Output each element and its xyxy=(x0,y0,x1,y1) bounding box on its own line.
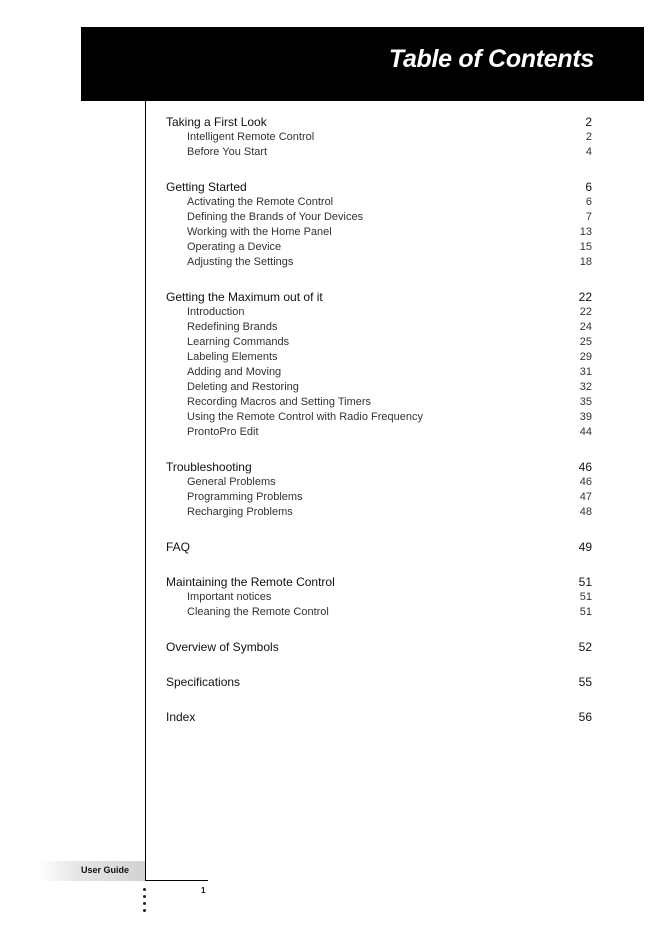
toc-entry-title: Activating the Remote Control xyxy=(187,196,334,208)
toc-entry-title: Recharging Problems xyxy=(187,506,293,518)
toc-chapter-title: Index xyxy=(166,710,196,724)
vertical-rule xyxy=(145,101,146,881)
toc-entry-page: 22 xyxy=(579,306,592,318)
toc-entry-title: General Problems xyxy=(187,476,276,488)
toc-chapter-title: Maintaining the Remote Control xyxy=(166,575,335,589)
toc-entry-title: Deleting and Restoring xyxy=(187,381,299,393)
toc-entry[interactable] xyxy=(166,605,592,620)
dot-column xyxy=(143,888,147,916)
dot-icon xyxy=(143,902,146,905)
toc-chapter-page: 51 xyxy=(578,575,592,589)
toc-entry-page: 24 xyxy=(579,321,592,333)
toc-entry-page: 39 xyxy=(579,411,592,423)
toc-entry-title: Recording Macros and Setting Timers xyxy=(187,396,372,408)
toc-entry-title: Using the Remote Control with Radio Frequency xyxy=(187,411,424,423)
footer-band xyxy=(40,861,145,881)
toc-entry-title: Learning Commands xyxy=(187,336,290,348)
toc-entry[interactable] xyxy=(166,195,592,210)
toc-chapter[interactable] xyxy=(166,540,592,555)
toc-entry-title: Redefining Brands xyxy=(187,321,278,333)
toc-chapter-title: Taking a First Look xyxy=(166,115,267,129)
toc-entry[interactable] xyxy=(166,380,592,395)
toc-section xyxy=(166,460,592,520)
toc-chapter-title: Getting the Maximum out of it xyxy=(166,290,323,304)
toc-chapter[interactable] xyxy=(166,640,592,655)
toc-entry[interactable] xyxy=(166,225,592,240)
dot-icon xyxy=(143,909,146,912)
toc-entry-page: 7 xyxy=(585,211,592,223)
page-title: Table of Contents xyxy=(388,45,594,73)
toc-entry-page: 31 xyxy=(579,366,592,378)
toc-entry[interactable] xyxy=(166,130,592,145)
toc-entry-page: 13 xyxy=(579,226,592,238)
toc-chapter-title: Specifications xyxy=(166,675,241,689)
toc-section xyxy=(166,675,592,690)
toc-chapter-page: 2 xyxy=(585,115,592,129)
toc-entry-title: Cleaning the Remote Control xyxy=(187,606,329,618)
toc-entry-page: 18 xyxy=(579,256,592,268)
toc-chapter[interactable] xyxy=(166,460,592,475)
toc-entry-page: 51 xyxy=(579,591,592,603)
toc-chapter-page: 55 xyxy=(578,675,592,689)
toc-entry[interactable] xyxy=(166,365,592,380)
toc-entry-page: 29 xyxy=(579,351,592,363)
toc-section xyxy=(166,540,592,555)
toc-section xyxy=(166,115,592,160)
toc-entry-page: 25 xyxy=(579,336,592,348)
toc-entry-page: 4 xyxy=(585,146,592,158)
toc-entry-title: Labeling Elements xyxy=(187,351,278,363)
toc-entry[interactable] xyxy=(166,475,592,490)
toc-chapter-page: 56 xyxy=(578,710,592,724)
toc-chapter-page: 49 xyxy=(578,540,592,554)
toc-entry-title: Adjusting the Settings xyxy=(187,256,294,268)
toc-entry-page: 35 xyxy=(579,396,592,408)
toc-chapter-title: Troubleshooting xyxy=(166,460,252,474)
toc-entry-page: 15 xyxy=(579,241,592,253)
toc-chapter[interactable] xyxy=(166,180,592,195)
toc-section xyxy=(166,640,592,655)
toc-chapter-title: FAQ xyxy=(166,540,191,554)
toc-entry[interactable] xyxy=(166,145,592,160)
toc-entry-title: Intelligent Remote Control xyxy=(187,131,315,143)
toc-chapter-title: Overview of Symbols xyxy=(166,640,279,654)
toc-entry[interactable] xyxy=(166,410,592,425)
toc-entry[interactable] xyxy=(166,490,592,505)
toc-chapter[interactable] xyxy=(166,710,592,725)
toc-entry[interactable] xyxy=(166,305,592,320)
toc-entry-page: 51 xyxy=(579,606,592,618)
toc-entry-title: Introduction xyxy=(187,306,245,318)
toc-chapter[interactable] xyxy=(166,115,592,130)
toc-chapter-page: 46 xyxy=(578,460,592,474)
toc-entry[interactable] xyxy=(166,210,592,225)
toc-section xyxy=(166,710,592,725)
toc-entry-title: Working with the Home Panel xyxy=(187,226,332,238)
toc-section xyxy=(166,180,592,270)
toc-entry[interactable] xyxy=(166,425,592,440)
toc-entry-page: 46 xyxy=(579,476,592,488)
toc-entry-title: Before You Start xyxy=(187,146,268,158)
toc-section xyxy=(166,575,592,620)
toc-entry[interactable] xyxy=(166,320,592,335)
toc-entry-page: 44 xyxy=(579,426,592,438)
toc-entry[interactable] xyxy=(166,505,592,520)
toc-chapter-title: Getting Started xyxy=(166,180,247,194)
page-number: 1 xyxy=(201,886,206,895)
bottom-rule xyxy=(145,880,208,881)
toc-entry-title: Programming Problems xyxy=(187,491,303,503)
toc-entry-title: Adding and Moving xyxy=(187,366,282,378)
toc-entry-page: 47 xyxy=(579,491,592,503)
toc-entry[interactable] xyxy=(166,255,592,270)
toc-entry-title: Important notices xyxy=(187,591,272,603)
dot-icon xyxy=(143,888,146,891)
toc-entry-page: 32 xyxy=(579,381,592,393)
toc-section xyxy=(166,290,592,440)
toc-chapter[interactable] xyxy=(166,290,592,305)
header-band xyxy=(81,27,644,101)
toc-chapter-page: 52 xyxy=(578,640,592,654)
toc-entry-title: Defining the Brands of Your Devices xyxy=(187,211,364,223)
toc-entry-page: 48 xyxy=(579,506,592,518)
toc-entry[interactable] xyxy=(166,240,592,255)
toc-entry-title: ProntoPro Edit xyxy=(187,426,259,438)
toc-entry-page: 2 xyxy=(585,131,592,143)
table-of-contents xyxy=(166,115,592,745)
toc-chapter[interactable] xyxy=(166,575,592,590)
toc-chapter-page: 6 xyxy=(585,180,592,194)
toc-entry-title: Operating a Device xyxy=(187,241,282,253)
dot-icon xyxy=(143,895,146,898)
toc-entry[interactable] xyxy=(166,590,592,605)
toc-chapter-page: 22 xyxy=(578,290,592,304)
toc-entry-page: 6 xyxy=(585,196,592,208)
toc-chapter[interactable] xyxy=(166,675,592,690)
toc-entry[interactable] xyxy=(166,395,592,410)
footer-label: User Guide xyxy=(81,865,130,875)
toc-entry[interactable] xyxy=(166,335,592,350)
toc-entry[interactable] xyxy=(166,350,592,365)
